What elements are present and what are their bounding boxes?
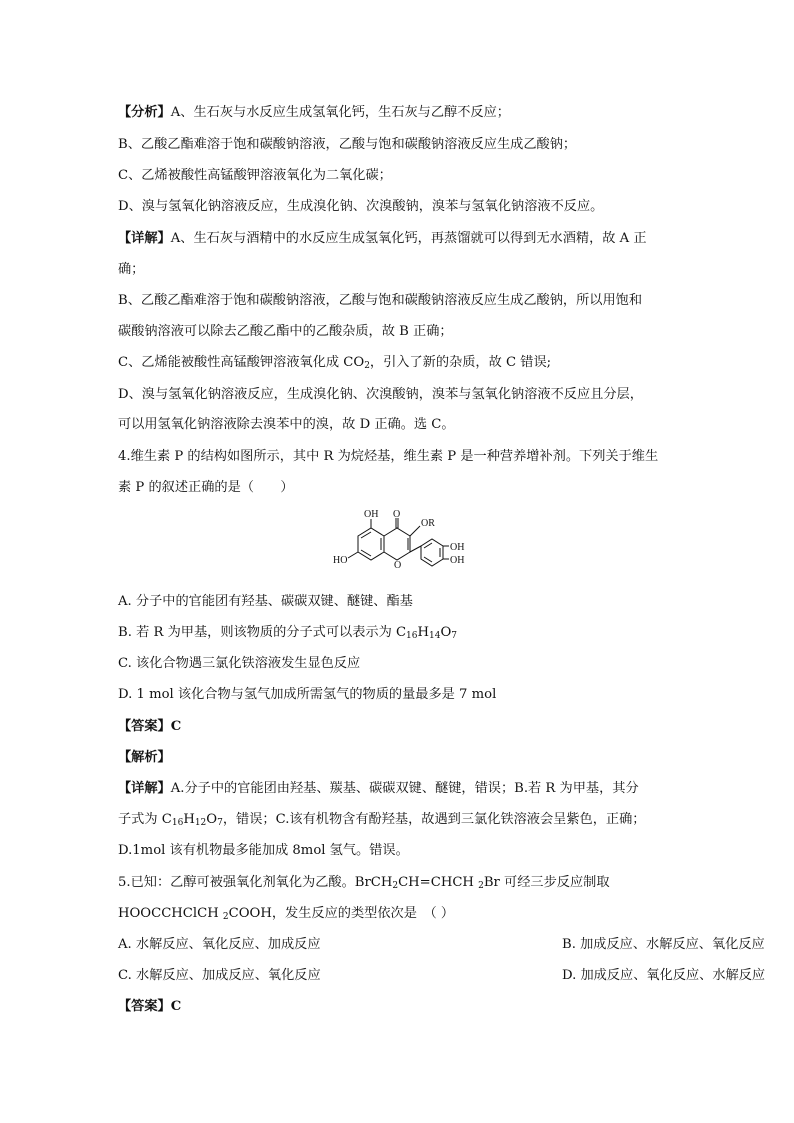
question-4-option-d: D. 1 mol 该化合物与氢气加成所需氢气的物质的量最多是 7 mol	[118, 687, 497, 702]
question-4-option-b: B. 若 R 为甲基，则该物质的分子式可以表示为 $C_{16}H_{14}O_7$	[118, 625, 458, 641]
question-5-answer: 【答案】C	[118, 999, 182, 1014]
analysis-tag: 【分析】	[118, 105, 171, 120]
detail-d-line1: D、溴与氢氧化钠溶液反应，生成溴化钠、次溴酸钠，溴苯与氢氧化钠溶液不反应且分层，	[118, 387, 643, 402]
structure-label-3p-oh: OH	[450, 542, 465, 553]
question-5-options-row2	[118, 967, 766, 985]
analysis-d: D、溴与氢氧化钠溶液反应，生成溴化钠、次溴酸钠，溴苯与氢氧化钠溶液不反应。	[118, 199, 604, 214]
structure-label-carbonyl-o: O	[393, 509, 401, 520]
question-4-detail-line1: 【详解】A.分子中的官能团由羟基、羰基、碳碳双键、醚键，错误；B.若 R 为甲基，其分	[118, 781, 639, 796]
question-5-stem-line1: 5.已知：乙醇可被强氧化剂氧化为乙酸。BrCH$_2$CH=CHCH $_2$Br 可经三步反应制取	[118, 875, 610, 891]
question-5-option-d: D. 加成反应、氧化反应、水解反应	[562, 968, 766, 983]
detail-d-line2: 可以用氢氧化钠溶液除去溴苯中的溴，故 D 正确。选 C。	[118, 417, 455, 432]
analysis-c: C、乙烯被酸性高锰酸钾溶液氧化为二氧化碳；	[118, 168, 392, 183]
question-4-detail-line2: 子式为 $C_{16}H_{12}O_7$，错误；C.该有机物含有酚羟基，故遇到三氯化铁溶液会呈紫色，正确；	[118, 812, 646, 828]
structure-label-ring-o: O	[394, 560, 402, 571]
question-5-stem-line2: HOOCCHClCH $_2$COOH，发生反应的类型依次是 （ ）	[118, 906, 455, 922]
detail-c: C、乙烯能被酸性高锰酸钾溶液氧化成 $CO_2$，引入了新的杂质，故 C 错误;	[118, 355, 552, 371]
question-5-option-b: B. 加成反应、水解反应、氧化反应	[562, 937, 765, 952]
analysis-b: B、乙酸乙酯难溶于饱和碳酸钠溶液，乙酸与饱和碳酸钠溶液反应生成乙酸钠；	[118, 137, 577, 152]
structure-label-4p-oh: OH	[450, 555, 465, 566]
detail-tag: 【详解】	[118, 231, 171, 246]
question-4-option-a: A. 分子中的官能团有羟基、碳碳双键、醚键、酯基	[118, 594, 413, 609]
analysis-a: 【分析】A、生石灰与水反应生成氢氧化钙，生石灰与乙醇不反应；	[118, 105, 510, 120]
structure-label-5-oh: OH	[364, 509, 379, 520]
detail-a-line1: 【详解】A、生石灰与酒精中的水反应生成氢氧化钙，再蒸馏就可以得到无水酒精，故 A 正	[118, 231, 647, 246]
structure-label-or: OR	[421, 518, 435, 529]
question-4-stem-line1: 4.维生素 P 的结构如图所示，其中 R 为烷烃基，维生素 P 是一种营养增补剂。下列关于维生	[118, 449, 659, 464]
structure-label-7-ho: HO	[333, 555, 348, 566]
question-4-jiexi-heading: 【解析】	[118, 750, 171, 765]
question-5-option-a: A. 水解反应、氧化反应、加成反应	[118, 937, 321, 952]
question-4-answer: 【答案】C	[118, 719, 182, 734]
question-4-detail-line3: D.1mol 该有机物最多能加成 8mol 氢气。错误。	[118, 843, 409, 858]
detail-a-line2: 确；	[118, 262, 145, 277]
question-4-option-c: C. 该化合物遇三氯化铁溶液发生显色反应	[118, 656, 361, 671]
question-4-stem-line2: 素 P 的叙述正确的是（ ）	[118, 480, 294, 495]
detail-b-line1: B、乙酸乙酯难溶于饱和碳酸钠溶液，乙酸与饱和碳酸钠溶液反应生成乙酸钠，所以用饱和	[118, 293, 642, 308]
question-5-option-c: C. 水解反应、加成反应、氧化反应	[118, 968, 321, 983]
detail-b-line2: 碳酸钠溶液可以除去乙酸乙酯中的乙酸杂质，故 B 正确；	[118, 324, 453, 339]
question-5-options-row1	[118, 936, 765, 954]
vitamin-p-structure-diagram	[328, 508, 468, 580]
